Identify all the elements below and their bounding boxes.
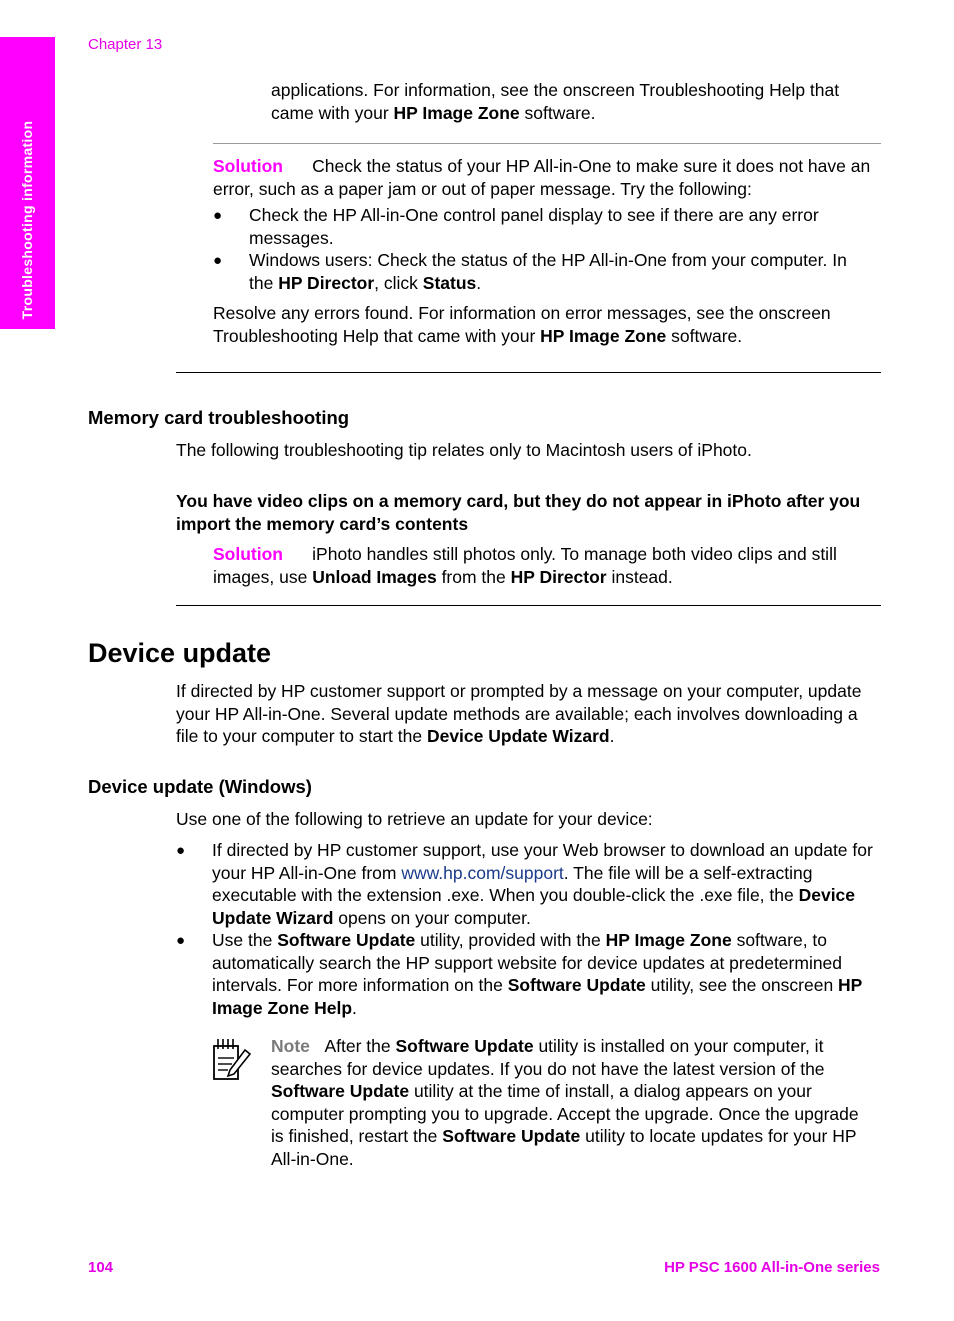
section-intro: The following troubleshooting tip relates only to Macintosh users of iPhoto. <box>176 440 752 460</box>
page-number: 104 <box>88 1259 114 1276</box>
sidebar-tab <box>0 37 55 329</box>
bullet-dot: ● <box>176 932 186 949</box>
section-heading: Memory card troubleshooting <box>88 407 350 428</box>
divider <box>176 372 881 373</box>
solution-paragraph: Solution iPhoto handles still photos only. To manage both video clips and still images, use Unload Images from the HP Director instead. <box>213 544 837 587</box>
page-section-title: Device update <box>88 638 272 668</box>
solution-label: Solution <box>213 156 283 176</box>
footer-title: HP PSC 1600 All-in-One series <box>664 1259 880 1276</box>
bullet-dot: ● <box>213 207 223 224</box>
note-label: Note <box>271 1036 310 1056</box>
divider <box>176 605 881 606</box>
note-icon <box>212 1036 254 1082</box>
sidebar-label: Troubleshooting information <box>19 120 35 320</box>
bullet-dot: ● <box>213 252 223 269</box>
divider <box>213 143 881 144</box>
solution-paragraph: Solution Check the status of your HP All-in-One to make sure it does not have an error, such as a paper jam or out of paper message. Try the following: <box>213 156 871 199</box>
top-paragraph: applications. For information, see the onscreen Troubleshooting Help that came with your HP Image Zone software. <box>271 80 840 123</box>
section-intro: If directed by HP customer support or prompted by a message on your computer, update your HP All-in-One. Several update methods are available; each involves downloading a file to your computer to start the Device Update Wizard. <box>176 681 862 746</box>
list-item: Windows users: Check the status of the HP All-in-One from your computer. In the HP Director, click Status. <box>249 250 847 293</box>
solution-label: Solution <box>213 544 283 564</box>
list-item: Use the Software Update utility, provided with the HP Image Zone software, to automatically search the HP support website for device updates at predetermined intervals. For more information on the Software Update utility, see the onscreen HP Image Zone Help. <box>212 930 863 1018</box>
bullet-dot: ● <box>176 842 186 859</box>
list-item: If directed by HP customer support, use your Web browser to download an update for your HP All-in-One from www.hp.com/support. The file will be a self-extracting executable with the extension .exe. When you double-click the .exe file, the Device Update Wizard opens on your computer. <box>212 840 873 928</box>
support-link[interactable]: www.hp.com/support <box>401 862 564 883</box>
resolve-paragraph: Resolve any errors found. For information on error messages, see the onscreen Troubleshooting Help that came with your HP Image Zone software. <box>213 303 831 346</box>
section-intro: Use one of the following to retrieve an update for your device: <box>176 809 653 829</box>
note-paragraph: Note After the Software Update utility is installed on your computer, it searches for device updates. If you do not have the latest version of the Software Update utility at the time of install, a dialog appears on your computer prompting you to upgrade. Accept the upgrade. Once the upgrade is finished, restart the Software Update utility to locate updates for your HP All-in-One. <box>271 1036 859 1169</box>
list-item: Check the HP All-in-One control panel display to see if there are any error messages. <box>249 205 819 248</box>
section-heading: Device update (Windows) <box>88 776 312 797</box>
chapter-header: Chapter 13 <box>88 36 163 53</box>
problem-heading: You have video clips on a memory card, but they do not appear in iPhoto after you import the memory card’s contents <box>176 491 861 534</box>
